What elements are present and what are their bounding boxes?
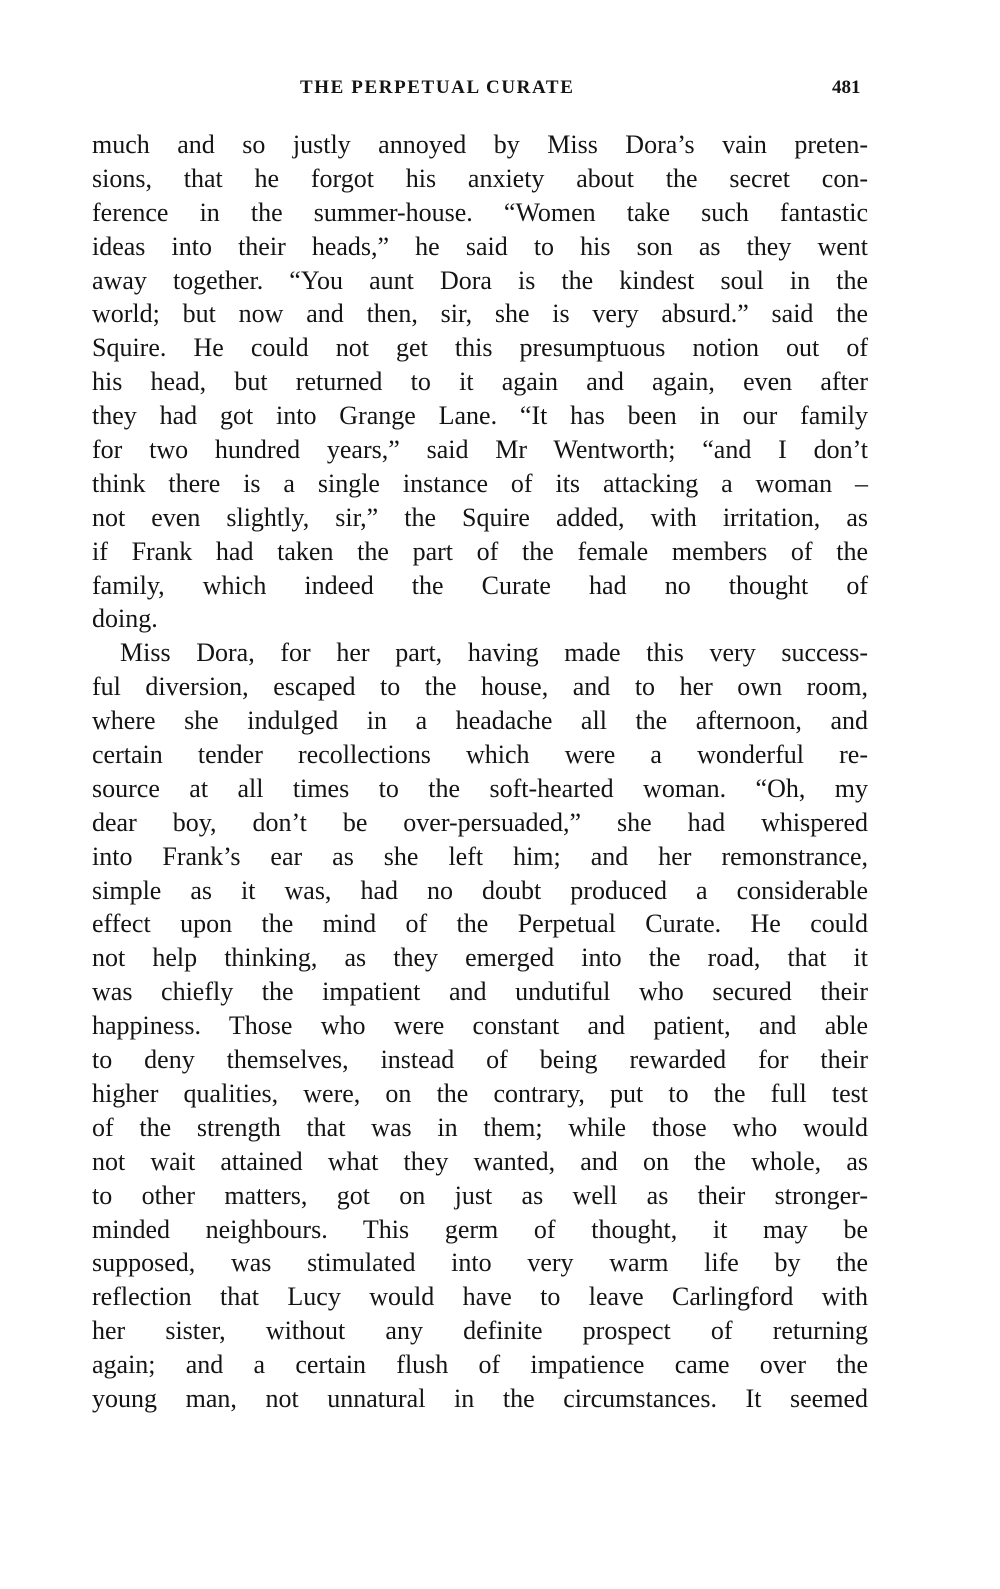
text-line: her sister, without any definite prospect of returning <box>92 1316 868 1346</box>
text-line: world; but now and then, sir, she is very absurd.” said the <box>92 299 868 329</box>
text-line: ideas into their heads,” he said to his son as they went <box>92 231 868 261</box>
text-line: young man, not unnatural in the circumstances. It seemed <box>92 1383 868 1413</box>
paragraph-first-line: Miss Dora, for her part, having made this very success- <box>120 638 868 668</box>
page-number: 481 <box>832 77 861 98</box>
text-line: higher qualities, were, on the contrary, put to the full test <box>92 1078 868 1108</box>
text-line: certain tender recollections which were a wonderful re- <box>92 740 868 770</box>
body-text <box>92 128 868 1416</box>
running-head-title: THE PERPETUAL CURATE <box>300 77 575 98</box>
text-line: source at all times to the soft-hearted woman. “Oh, my <box>92 773 868 803</box>
text-line: where she indulged in a headache all the afternoon, and <box>92 706 868 736</box>
text-line: much and so justly annoyed by Miss Dora’s vain preten- <box>92 130 868 159</box>
text-line: ful diversion, escaped to the house, and to her own room, <box>92 672 868 702</box>
text-line: think there is a single instance of its attacking a woman – <box>92 468 868 498</box>
paragraph-end-line: doing. <box>92 604 158 634</box>
text-line: reflection that Lucy would have to leave Carlingford with <box>92 1282 868 1312</box>
text-line: to deny themselves, instead of being rewarded for their <box>92 1045 868 1075</box>
text-line: his head, but returned to it again and again, even after <box>92 367 868 397</box>
text-line: sions, that he forgot his anxiety about the secret con- <box>92 163 868 193</box>
text-line: family, which indeed the Curate had no thought of <box>92 570 868 600</box>
text-line: of the strength that was in them; while those who would <box>92 1112 868 1142</box>
text-line: again; and a certain flush of impatience came over the <box>92 1350 868 1380</box>
text-line: simple as it was, had no doubt produced a considerable <box>92 875 868 905</box>
text-line: not even slightly, sir,” the Squire added, with irritation, as <box>92 502 868 532</box>
text-line: ference in the summer-house. “Women take such fantastic <box>92 197 868 227</box>
text-line: to other matters, got on just as well as their stronger- <box>92 1180 868 1210</box>
text-line: for two hundred years,” said Mr Wentworth; “and I don’t <box>92 435 868 465</box>
text-line: happiness. Those who were constant and patient, and able <box>92 1011 868 1041</box>
text-line: dear boy, don’t be over-persuaded,” she had whispered <box>92 807 868 837</box>
text-line: was chiefly the impatient and undutiful who secured their <box>92 977 868 1007</box>
text-line: not wait attained what they wanted, and on the whole, as <box>92 1146 868 1176</box>
text-line: they had got into Grange Lane. “It has been in our family <box>92 401 868 431</box>
text-line: effect upon the mind of the Perpetual Curate. He could <box>92 909 868 939</box>
text-line: into Frank’s ear as she left him; and her remonstrance, <box>92 841 868 871</box>
text-line: minded neighbours. This germ of thought, it may be <box>92 1214 868 1244</box>
text-line: away together. “You aunt Dora is the kindest soul in the <box>92 265 868 295</box>
text-line: not help thinking, as they emerged into the road, that it <box>92 943 868 973</box>
text-line: if Frank had taken the part of the female members of the <box>92 536 868 566</box>
text-line: Squire. He could not get this presumptuous notion out of <box>92 333 868 363</box>
text-line: supposed, was stimulated into very warm life by the <box>92 1248 868 1278</box>
